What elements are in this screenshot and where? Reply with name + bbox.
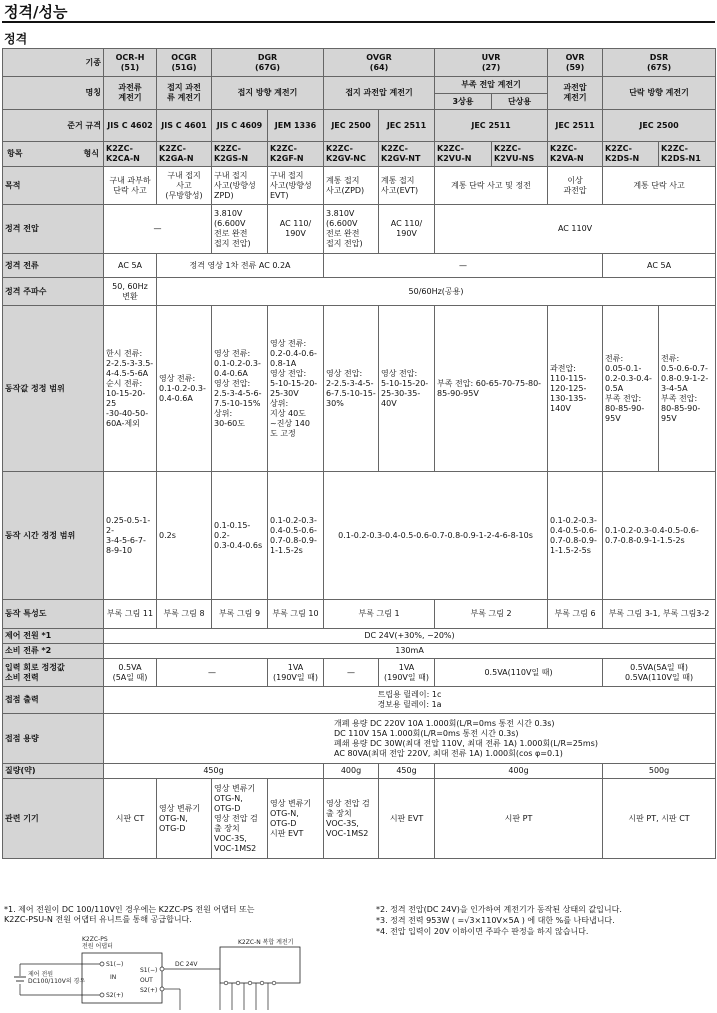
cell: 130mA [104,644,716,659]
table-row-operate-range [3,306,716,472]
row-label-purpose: 목적 [3,167,104,205]
relay-terminal-5 [272,981,276,985]
table-row-contact-output [3,687,716,714]
cell: 0.1-0.2-0.3-0.4-0.5-0.6- 0.7-0.8-0.9-1-1.5-2s [603,472,716,600]
cell: 0.25-0.5-1-2- 3-4-5-6-7- 8-9-10 [104,472,157,600]
header-dgr: DGR (67G) [212,49,324,77]
cell: 3.810V (6.600V 전로 완전 접지 전압) [324,205,379,254]
cell: 구내 과부하 단락 사고 [104,167,157,205]
cell: 500g [603,764,716,779]
model-dgr-2: K2ZC- K2GF-N [268,142,324,167]
header-ovgr: OVGR (64) [324,49,435,77]
adapter-out-label: OUT [140,977,153,984]
footnote-4: *4. 전압 입력이 20V 이하이면 주파수 판정을 하지 않습니다. [376,927,589,936]
std-dgr-2: JEM 1336 [268,110,324,142]
table-row-characteristic [3,600,716,629]
table-row-time-range [3,472,716,600]
adapter-in-s2: S2(+) [106,992,124,999]
cell: 영상 전압: 2-2.5-3-4-5- 6-7.5-10-15- 30% [324,306,379,472]
row-label-name: 명칭 [3,77,104,110]
model-ocgr: K2ZC- K2GA-N [157,142,212,167]
cell: 시판 PT, 시판 CT [603,779,716,859]
table-row-basis [3,49,716,77]
cell: 계통 단락 사고 및 정전 [435,167,548,205]
adapter-in-label: IN [110,974,117,981]
table-row-rated-freq [3,278,716,306]
relay-box [220,947,300,983]
cell: 0.5VA (5A일 때) [104,659,157,687]
wiring-diagram [10,935,310,1010]
cell: 트립용 릴레이: 1c 경보용 릴레이: 1a [104,687,716,714]
cell: DC 24V(+30%, −20%) [104,629,716,644]
cell: 0.5VA(110V일 때) [435,659,603,687]
header-ovr: OVR (59) [548,49,603,77]
cell: 3.810V (6.600V 전로 완전 접지 전압) [212,205,268,254]
section-title: 정격 [4,32,28,46]
std-dsr: JEC 2500 [603,110,716,142]
cell: 부록 그림 11 [104,600,157,629]
cell: 0.1-0.2-0.3- 0.4-0.5-0.6- 0.7-0.8-0.9- 1-1.5-2-5s [548,472,603,600]
cell: 0.1-0.2-0.3- 0.4-0.5-0.6- 0.7-0.8-0.9- 1-1.5-2s [268,472,324,600]
std-dgr-1: JIS C 4609 [212,110,268,142]
row-label-standard: 준거 규격 [3,110,104,142]
row-label-contact-capacity: 접점 용량 [3,714,104,764]
cell: 450g [379,764,435,779]
cell: 한시 전류: 2-2.5-3-3.5- 4-4.5-5-6A 순시 전류: 10-15-20-25 -30-40-50- 60A-제외 [104,306,157,472]
row-label-rated-voltage: 정격 전압 [3,205,104,254]
model-dsr-2: K2ZC- K2DS-N1 [659,142,716,167]
cell: 400g [435,764,603,779]
std-ocr: JIS C 4602 [104,110,157,142]
cell: 0.5VA(5A일 때) 0.5VA(110V일 때) [603,659,716,687]
name-uvr: 부족 전압 계전기 [435,77,548,94]
relay-terminal-2 [236,981,240,985]
cell: 부록 그림 1 [324,600,435,629]
name-dsr: 단락 방향 계전기 [603,77,716,110]
model-ocr: K2ZC- K2CA-N [104,142,157,167]
cell: 과전압: 110-115- 120-125- 130-135- 140V [548,306,603,472]
cell: 부록 그림 9 [212,600,268,629]
row-label-related: 관련 기기 [3,779,104,859]
model-ovr: K2ZC- K2VA-N [548,142,603,167]
power-sublabel: DC100/110V의 경우 [28,978,86,985]
cell: 영상 변류기 OTG-N, OTG-D [157,779,212,859]
cell: AC 5A [104,254,157,278]
table-row-related [3,779,716,859]
name-ovgr: 접지 과전압 계전기 [324,77,435,110]
cell: 시판 CT [104,779,157,859]
row-label-basis: 기종 [3,49,104,77]
terminal-out-s2 [160,987,164,991]
cell: — [104,205,212,254]
relay-terminal-1 [224,981,228,985]
row-label-rated-freq: 정격 주파수 [3,278,104,306]
adapter-out-s1: S1(−) [140,967,158,974]
cell: 구내 접지 사고(방향성 ZPD) [212,167,268,205]
model-ovgr-2: K2ZC- K2GV-NT [379,142,435,167]
std-ocgr: JIS C 4601 [157,110,212,142]
cell: 부록 그림 6 [548,600,603,629]
std-ovgr-1: JEC 2500 [324,110,379,142]
cell: 전류: 0.05-0.1- 0.2-0.3-0.4- 0.5A 부족 전압: 80-85-90- 95V [603,306,659,472]
model-dgr-1: K2ZC- K2GS-N [212,142,268,167]
header-uvr: UVR (27) [435,49,548,77]
header-ocr: OCR-H (51) [104,49,157,77]
row-label-characteristic: 동작 특성도 [3,600,104,629]
row-label-contact-output: 접점 출력 [3,687,104,714]
table-row-consumption [3,644,716,659]
title-divider [2,21,715,23]
cell: 계통 단락 사고 [603,167,716,205]
model-uvr-2: K2ZC- K2VU-NS [492,142,548,167]
name-ocgr: 접지 과전 류 계전기 [157,77,212,110]
page-title: 정격/성능 [4,3,68,21]
terminal-in-s1 [100,962,104,966]
std-uvr: JEC 2511 [435,110,548,142]
row-label-weight: 질량(약) [3,764,104,779]
cell: 0.1-0.15-0.2- 0.3-0.4-0.6s [212,472,268,600]
table-row-rated-voltage [3,205,716,254]
row-label-operate-range: 동작값 정정 범위 [3,306,104,472]
row-label-time-range: 동작 시간 정정 범위 [3,472,104,600]
table-row-control-power [3,629,716,644]
name-ocr: 과전류 계전기 [104,77,157,110]
adapter-in-s1: S1(−) [106,961,124,968]
adapter-subtitle: 전원 어댑터 [82,943,113,950]
name-uvr-3phase: 3상용 [435,94,492,110]
table-row-standard [3,110,716,142]
cell: 영상 변류기 OTG-N, OTG-D 시판 EVT [268,779,324,859]
row-label-model: 항목 형식 [3,142,104,167]
cell: 50, 60Hz 변환 [104,278,157,306]
std-ovr: JEC 2511 [548,110,603,142]
relay-terminal-4 [260,981,264,985]
std-ovgr-2: JEC 2511 [379,110,435,142]
cell: AC 5A [603,254,716,278]
cell: 영상 변류기 OTG-N, OTG-D 영상 전압 검 출 장치 VOC-3S, VOC-1MS2 [212,779,268,859]
cell: 400g [324,764,379,779]
table-row-model [3,142,716,167]
cell: AC 110V [435,205,716,254]
cell: 0.1-0.2-0.3-0.4-0.5-0.6-0.7-0.8-0.9-1-2-4-6-8-10s [324,472,548,600]
cell: 부록 그림 8 [157,600,212,629]
cell: 450g [104,764,324,779]
row-label-control-power: 제어 전원 *1 [3,629,104,644]
cell: — [324,254,603,278]
row-label-rated-current: 정격 전류 [3,254,104,278]
cell: 1VA (190V일 때) [268,659,324,687]
cell: 1VA (190V일 때) [379,659,435,687]
header-ocgr: OCGR (51G) [157,49,212,77]
cell: 이상 과전압 [548,167,603,205]
table-row-input-burden [3,659,716,687]
cell: 전류: 0.5-0.6-0.7- 0.8-0.9-1-2- 3-4-5A 부족 전압: 80-85-90- 95V [659,306,716,472]
table-row-weight [3,764,716,779]
cell: 계통 접지 사고(ZPD) [324,167,379,205]
cell: 부록 그림 3-1, 부록 그림3-2 [603,600,716,629]
power-label: 제어 전원 [28,971,54,978]
cell: 개폐 용량 DC 220V 10A 1.000회(L/R=0ms 통전 시간 0.3s) DC 110V 15A 1.000회(L/R=0ms 통전 시간 0.3s) 폐쇄 용량 DC 30W(최대 전압 110V, 최대 전류 1A) 1.000회(L/R=25ms) AC 80VA(최대 전압 220V, 최대 전류 1A) 1.000회(cos φ=0.1) [104,714,716,764]
relay-terminal-3 [248,981,252,985]
cell: 영상 전압: 5-10-15-20- 25-30-35- 40V [379,306,435,472]
cell: 영상 전압 검 출 장치 VOC-3S, VOC-1MS2 [324,779,379,859]
spec-table [2,48,716,859]
relay-title: K2ZC-N 복합 계전기 [238,939,294,946]
model-uvr-1: K2ZC- K2VU-N [435,142,492,167]
cell: 영상 전류: 0.1-0.2-0.3- 0.4-0.6A 영상 전압: 2.5-3-4-5-6- 7.5-10-15% 상위: 30-60도 [212,306,268,472]
cell: 영상 전류: 0.1-0.2-0.3- 0.4-0.6A [157,306,212,472]
dc24v-label: DC 24V [175,961,198,968]
terminal-out-s1 [160,967,164,971]
cell: AC 110/ 190V [379,205,435,254]
adapter-out-s2: S2(+) [140,987,158,994]
footnote-3: *3. 정격 전력 953W ( =√3×110V×5A ) 에 대한 %를 나타냅니다. [376,916,615,925]
header-dsr: DSR (67S) [603,49,716,77]
cell: 구내 접지 사고 (무방향성) [157,167,212,205]
footnote-2: *2. 정격 전압(DC 24V)을 인가하여 계전기가 동작된 상태의 값입니다. [376,905,622,914]
cell: 시판 PT [435,779,603,859]
row-label-consumption: 소비 전류 *2 [3,644,104,659]
name-ovr: 과전압 계전기 [548,77,603,110]
footnote-1: *1. 제어 전원이 DC 100/110V인 경우에는 K2ZC-PS 전원 어댑터 또는 K2ZC-PSU-N 전원 어댑터 유니트를 통해 공급합니다. [4,905,255,924]
cell: 50/60Hz(공용) [157,278,716,306]
cell: — [324,659,379,687]
cell: 부록 그림 10 [268,600,324,629]
adapter-title: K2ZC-PS [82,936,108,943]
row-label-input-burden: 입력 회로 정정값 소비 전력 [3,659,104,687]
cell: 부족 전압: 60-65-70-75-80-85-90-95V [435,306,548,472]
cell: 0.2s [157,472,212,600]
cell: 구내 접지 사고(방향성 EVT) [268,167,324,205]
table-row-rated-current [3,254,716,278]
cell: 시판 EVT [379,779,435,859]
model-ovgr-1: K2ZC- K2GV-NC [324,142,379,167]
cell: 계통 접지 사고(EVT) [379,167,435,205]
table-row-purpose [3,167,716,205]
terminal-in-s2 [100,993,104,997]
cell: 정격 영상 1차 전류 AC 0.2A [157,254,324,278]
table-row-contact-capacity [3,714,716,764]
name-dgr: 접지 방향 계전기 [212,77,324,110]
model-dsr-1: K2ZC- K2DS-N [603,142,659,167]
name-uvr-1phase: 단상용 [492,94,548,110]
cell: AC 110/ 190V [268,205,324,254]
cell: 부록 그림 2 [435,600,548,629]
table-row-name [3,77,716,94]
cell: 영상 전류: 0.2-0.4-0.6- 0.8-1A 영상 전압: 5-10-15-20- 25-30V 상위: 지상 40도 ~진상 140 도 고정 [268,306,324,472]
cell: — [157,659,268,687]
